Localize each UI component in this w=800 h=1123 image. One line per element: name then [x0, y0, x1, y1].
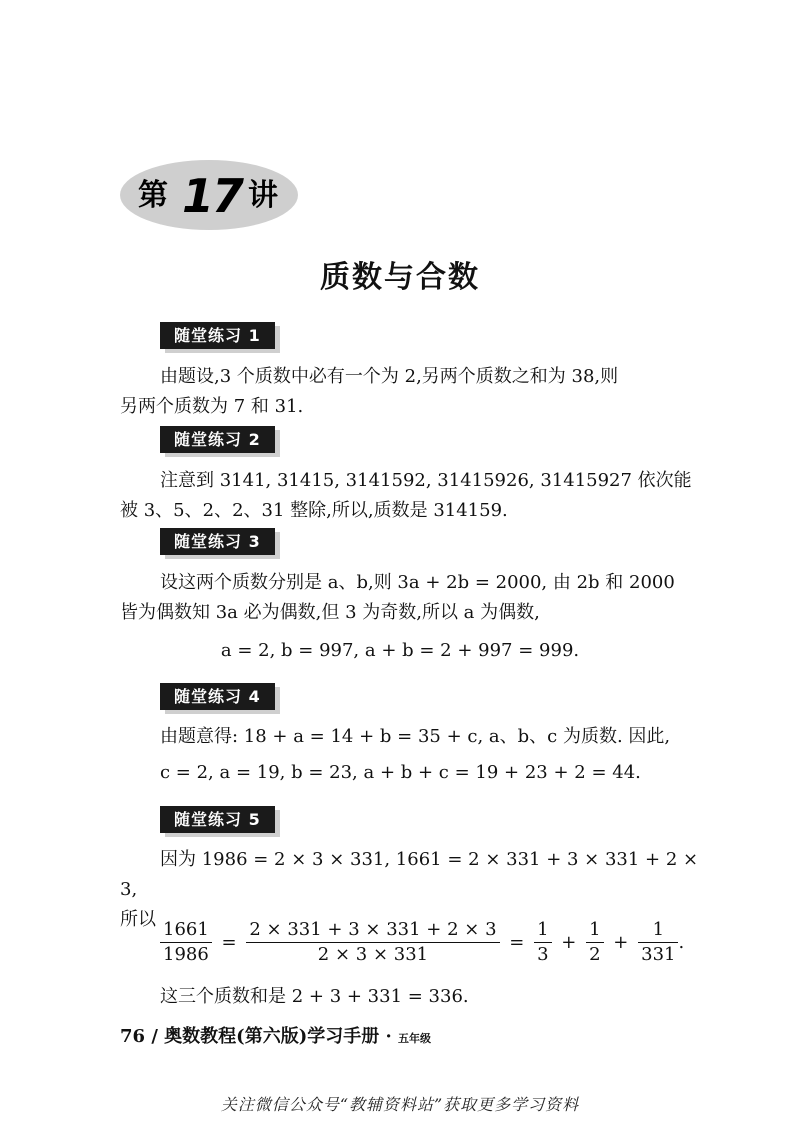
section-3-line-2: 皆为偶数知 3a 必为偶数,但 3 为奇数,所以 a 为偶数, — [120, 602, 540, 623]
period: . — [678, 932, 685, 953]
fraction-one-331: $\frac{1}{331}$ — [638, 918, 678, 967]
fraction-equation — [160, 918, 684, 967]
lecture-suffix: 讲 — [248, 178, 278, 213]
fraction-expanded: $\frac{2 \times 331 + 3 \times 331 + 2 \times 3}{2 \times 3 \times 331}$ — [246, 918, 499, 967]
section-3-line-1: 设这两个质数分别是 a、b,则 3a + 2b = 2000, 由 2b 和 2000 — [160, 572, 675, 593]
equals-sign: = — [221, 932, 237, 953]
section-2-line-1: 注意到 3141, 31415, 3141592, 31415926, 31415927 依次能 — [160, 470, 692, 491]
section-label-4: 随堂练习 4 — [160, 683, 275, 710]
section-4-text — [120, 722, 700, 752]
fraction-one-third: $\frac{1}{3}$ — [534, 918, 551, 967]
page-footer — [120, 1022, 431, 1048]
section-5-line-2: 所以 — [120, 909, 156, 930]
section-3-text — [120, 568, 700, 628]
section-1-text — [120, 362, 700, 422]
lecture-badge — [120, 160, 298, 230]
section-1-line-1: 由题设,3 个质数中必有一个为 2,另两个质数之和为 38,则 — [160, 366, 619, 387]
fraction-1661-1986: $\frac{1661}{1986}$ — [160, 918, 212, 967]
section-label-1: 随堂练习 1 — [160, 322, 275, 349]
page-number: 76 / — [120, 1026, 158, 1047]
lecture-prefix: 第 — [138, 178, 168, 213]
section-1-line-2: 另两个质数为 7 和 31. — [120, 396, 304, 417]
section-3-equation: a = 2, b = 997, a + b = 2 + 997 = 999. — [220, 640, 580, 661]
section-label-5: 随堂练习 5 — [160, 806, 275, 833]
grade-label: 五年级 — [398, 1032, 432, 1045]
book-title: 奥数教程(第六版)学习手册 · — [164, 1026, 392, 1047]
lecture-number: 17 — [182, 169, 243, 223]
plus-sign: + — [561, 932, 577, 953]
fraction-one-half: $\frac{1}{2}$ — [586, 918, 603, 967]
section-2-text — [120, 466, 700, 526]
section-2-line-2: 被 3、5、2、2、31 整除,所以,质数是 314159. — [120, 500, 508, 521]
equals-sign: = — [509, 932, 525, 953]
section-4-line-1: 由题意得: 18 + a = 14 + b = 35 + c, a、b、c 为质数. 因此, — [160, 726, 671, 747]
page-title: 质数与合数 — [320, 260, 480, 295]
section-label-3: 随堂练习 3 — [160, 528, 275, 555]
section-4-equation: c = 2, a = 19, b = 23, a + b + c = 19 + 23 + 2 = 44. — [160, 762, 641, 783]
section-label-2: 随堂练习 2 — [160, 426, 275, 453]
plus-sign: + — [613, 932, 629, 953]
section-5-conclusion: 这三个质数和是 2 + 3 + 331 = 336. — [160, 986, 469, 1007]
section-5-line-1: 因为 1986 = 2 × 3 × 331, 1661 = 2 × 331 + 3 × 331 + 2 × 3, — [120, 849, 699, 900]
watermark-text: 关注微信公众号“教辅资料站”获取更多学习资料 — [220, 1095, 580, 1114]
